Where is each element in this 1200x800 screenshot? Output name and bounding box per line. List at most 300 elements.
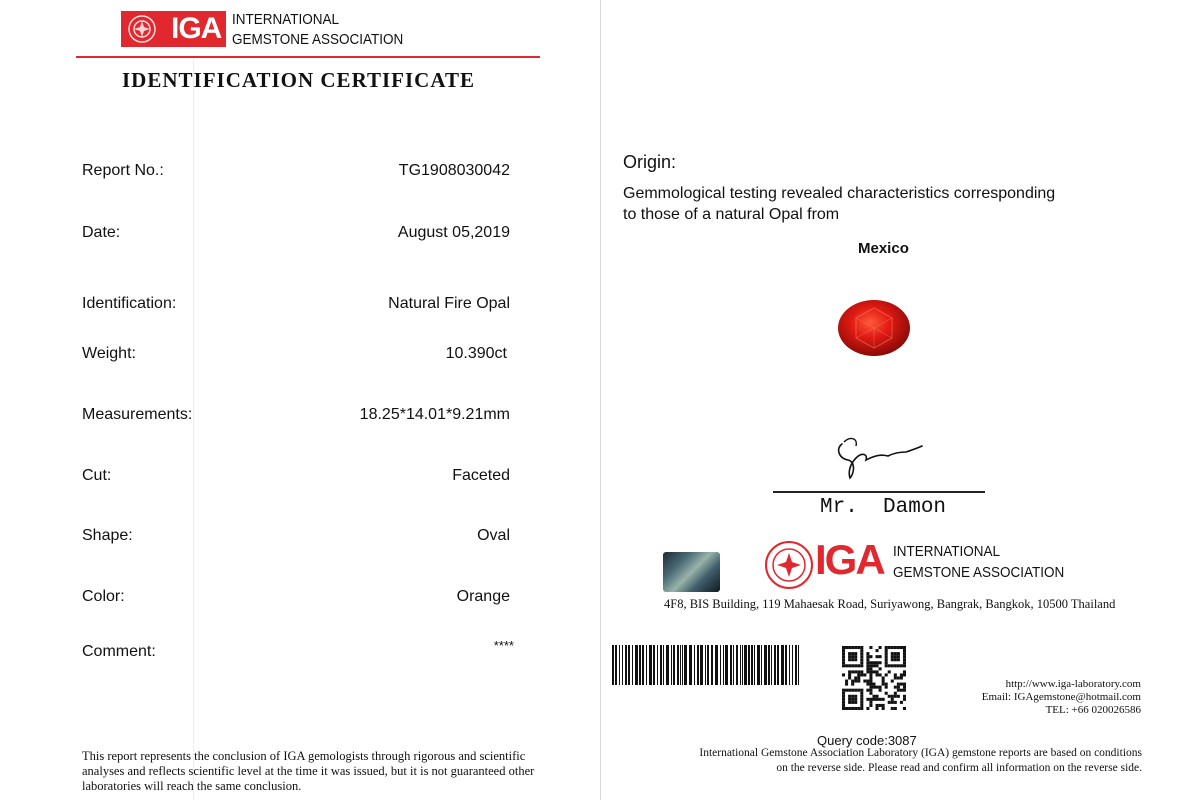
qr-module [860, 664, 863, 667]
qr-module [869, 689, 872, 692]
qr-module [866, 655, 869, 658]
qr-module [860, 646, 863, 649]
qr-module [876, 670, 879, 673]
qr-module [854, 676, 857, 679]
org-name-line2: GEMSTONE ASSOCIATION [232, 31, 404, 48]
identification-label: Identification: [82, 295, 177, 312]
qr-module [848, 664, 851, 667]
barcode-bar [761, 645, 762, 685]
iga-logo [121, 11, 226, 47]
disclaimer-text: This report represents the conclusion of IGA gemologists through rigorous and scientific analyses and reflects scientific level at the time it was issued, but it is not guaranteed other laboratories will reach the same conclusion. [82, 749, 535, 793]
qr-module [842, 655, 845, 658]
qr-module [854, 695, 857, 698]
origin-country: Mexico [858, 240, 909, 257]
cut-value: Faceted [452, 467, 510, 484]
rose-emblem-icon [127, 14, 157, 44]
qr-module [885, 661, 888, 664]
qr-module [876, 664, 879, 667]
qr-module [842, 646, 845, 649]
qr-module [869, 667, 872, 670]
qr-module [894, 686, 897, 689]
date-value: August 05,2019 [397, 224, 510, 241]
qr-module [897, 689, 900, 692]
qr-module [869, 683, 872, 686]
qr-module [891, 652, 894, 655]
page-fold [600, 0, 601, 800]
iga-seal-icon [764, 540, 814, 590]
qr-module [857, 646, 860, 649]
barcode-bar [785, 645, 787, 685]
qr-module [897, 683, 900, 686]
barcode-bar [625, 645, 627, 685]
qr-module [848, 707, 851, 710]
qr-module [848, 652, 851, 655]
qr-module [900, 689, 903, 692]
qr-module [897, 695, 900, 698]
barcode-bar [795, 645, 797, 685]
barcode-bar [700, 645, 703, 685]
barcode-bar [733, 645, 734, 685]
barcode-bar [748, 645, 750, 685]
qr-module [879, 686, 882, 689]
qr-module [879, 673, 882, 676]
report-no-value: TG1908030042 [398, 162, 510, 179]
qr-module [885, 655, 888, 658]
qr-module [876, 649, 879, 652]
qr-module [866, 680, 869, 683]
qr-module [854, 698, 857, 701]
qr-module [879, 698, 882, 701]
barcode-bar [673, 645, 675, 685]
qr-module [866, 698, 869, 701]
comment-value: **** [493, 638, 514, 653]
barcode-bar [711, 645, 713, 685]
qr-module [894, 676, 897, 679]
qr-module [903, 670, 906, 673]
qr-module [854, 655, 857, 658]
qr-module [891, 658, 894, 661]
qr-module [888, 695, 891, 698]
barcode-bar [798, 645, 799, 685]
qr-module [857, 664, 860, 667]
qr-module [876, 704, 879, 707]
barcode-bar [707, 645, 709, 685]
barcode-bar [736, 645, 738, 685]
qr-module [885, 658, 888, 661]
qr-module [888, 670, 891, 673]
qr-module [851, 683, 854, 686]
qr-module [897, 664, 900, 667]
qr-module [879, 704, 882, 707]
qr-module [845, 680, 848, 683]
barcode-bar [725, 645, 728, 685]
qr-module [851, 646, 854, 649]
qr-module [842, 695, 845, 698]
qr-module [860, 652, 863, 655]
qr-module [848, 646, 851, 649]
hologram-sticker [663, 552, 720, 592]
identification-value: Natural Fire Opal [388, 295, 510, 312]
barcode-bar [684, 645, 687, 685]
qr-module [869, 698, 872, 701]
barcode-bar [677, 645, 679, 685]
qr-module [900, 683, 903, 686]
qr-module [863, 673, 866, 676]
qr-module [885, 664, 888, 667]
signer-name: Mr. Damon [820, 496, 947, 519]
qr-module [860, 695, 863, 698]
barcode-bar [657, 645, 658, 685]
qr-module [872, 683, 875, 686]
barcode-bar [632, 645, 633, 685]
qr-module [869, 670, 872, 673]
qr-module [869, 664, 872, 667]
barcode-bar [740, 645, 741, 685]
barcode-bar [774, 645, 776, 685]
measurements-value: 18.25*14.01*9.21mm [359, 406, 510, 423]
qr-module [848, 689, 851, 692]
qr-module [845, 689, 848, 692]
qr-module [851, 695, 854, 698]
qr-module [903, 698, 906, 701]
cut-label: Cut: [82, 467, 112, 484]
barcode-bar [642, 645, 644, 685]
qr-module [891, 655, 894, 658]
qr-module [863, 680, 866, 683]
logo-wordmark: IGA [171, 12, 222, 45]
qr-module [869, 646, 872, 649]
qr-module [894, 707, 897, 710]
barcode-bar [649, 645, 652, 685]
qr-module [866, 683, 869, 686]
qr-module [876, 673, 879, 676]
qr-module [842, 664, 845, 667]
qr-module [897, 652, 900, 655]
qr-module [851, 664, 854, 667]
qr-module [897, 646, 900, 649]
barcode-bar [666, 645, 669, 685]
qr-module [860, 670, 863, 673]
lab-address: 4F8, BIS Building, 119 Mahaesak Road, Suriyawong, Bangrak, Bangkok, 10500 Thailand [664, 597, 1116, 611]
origin-heading: Origin: [623, 152, 677, 172]
qr-module [866, 667, 869, 670]
barcode-bar [680, 645, 681, 685]
qr-module [888, 646, 891, 649]
qr-module [872, 661, 875, 664]
qr-module [903, 707, 906, 710]
qr-module [869, 676, 872, 679]
qr-module [842, 649, 845, 652]
barcode-bar [635, 645, 638, 685]
qr-module [879, 689, 882, 692]
qr-module [894, 692, 897, 695]
barcode-bar [792, 645, 793, 685]
weight-value: 10.390ct [445, 345, 507, 362]
qr-module [842, 658, 845, 661]
qr-module [866, 664, 869, 667]
qr-module [869, 692, 872, 695]
qr-module [845, 664, 848, 667]
qr-module [860, 655, 863, 658]
qr-module [857, 707, 860, 710]
lab-phone: TEL: +66 020026586 [1045, 704, 1141, 716]
qr-module [842, 652, 845, 655]
qr-module [894, 673, 897, 676]
qr-module [869, 701, 872, 704]
barcode-bar [682, 645, 683, 685]
barcode-bar [615, 645, 617, 685]
qr-module [885, 673, 888, 676]
qr-module [869, 661, 872, 664]
qr-module [857, 673, 860, 676]
qr-module [882, 704, 885, 707]
lab-org-line2: GEMSTONE ASSOCIATION [893, 564, 1065, 581]
barcode-bar [715, 645, 718, 685]
qr-module [872, 695, 875, 698]
qr-module [860, 658, 863, 661]
date-label: Date: [82, 224, 121, 241]
qr-module [903, 683, 906, 686]
qr-module [869, 686, 872, 689]
qr-module [903, 658, 906, 661]
qr-module [891, 707, 894, 710]
barcode-bar [789, 645, 790, 685]
qr-module [897, 658, 900, 661]
qr-module [860, 661, 863, 664]
qr-module [851, 707, 854, 710]
lab-logo-wordmark: IGA [815, 536, 884, 583]
qr-module [900, 676, 903, 679]
qr-module [882, 683, 885, 686]
qr-module [860, 707, 863, 710]
qr-module [866, 689, 869, 692]
barcode-bar [777, 645, 779, 685]
qr-module [894, 695, 897, 698]
paper-crease [193, 60, 194, 800]
barcode [612, 645, 802, 685]
qr-module [891, 698, 894, 701]
qr-module [854, 646, 857, 649]
barcode-bar [619, 645, 620, 685]
color-label: Color: [82, 588, 125, 605]
qr-module [851, 701, 854, 704]
qr-module [845, 707, 848, 710]
qr-module [900, 664, 903, 667]
reverse-side-note: International Gemstone Association Laboratory (IGA) gemstone reports are based on conditions on the reverse side. Please read and confirm all information on the reverse side. [699, 747, 1142, 774]
barcode-bar [663, 645, 664, 685]
barcode-bar [764, 645, 767, 685]
qr-module [903, 664, 906, 667]
qr-module [854, 689, 857, 692]
qr-module [857, 680, 860, 683]
qr-module [842, 701, 845, 704]
barcode-bar [612, 645, 614, 685]
qr-module [882, 707, 885, 710]
shape-value: Oval [477, 527, 510, 544]
qr-module [900, 646, 903, 649]
qr-module [891, 695, 894, 698]
color-value: Orange [456, 588, 510, 605]
qr-module [845, 683, 848, 686]
barcode-bar [694, 645, 695, 685]
qr-module [857, 676, 860, 679]
qr-module [891, 680, 894, 683]
barcode-bar [757, 645, 760, 685]
qr-module [882, 676, 885, 679]
qr-module [888, 701, 891, 704]
qr-module [842, 661, 845, 664]
qr-module [869, 655, 872, 658]
qr-module [854, 680, 857, 683]
qr-module [903, 646, 906, 649]
qr-module [860, 692, 863, 695]
qr-module [866, 707, 869, 710]
qr-module [903, 649, 906, 652]
qr-module [869, 680, 872, 683]
qr-module [897, 676, 900, 679]
qr-module [854, 701, 857, 704]
qr-module [866, 652, 869, 655]
barcode-bar [730, 645, 732, 685]
barcode-bar [660, 645, 662, 685]
qr-module [842, 692, 845, 695]
barcode-bar [771, 645, 772, 685]
qr-module [900, 701, 903, 704]
qr-module [885, 652, 888, 655]
header-divider [76, 56, 540, 58]
qr-module [900, 673, 903, 676]
qr-module [885, 646, 888, 649]
qr-module [891, 646, 894, 649]
qr-module [879, 661, 882, 664]
qr-module [848, 673, 851, 676]
qr-module [894, 652, 897, 655]
qr-module [885, 686, 888, 689]
qr-module [888, 664, 891, 667]
barcode-bar [781, 645, 784, 685]
qr-module [860, 704, 863, 707]
qr-module [848, 698, 851, 701]
qr-module [848, 701, 851, 704]
qr-module [851, 670, 854, 673]
qr-module [866, 658, 869, 661]
qr-module [848, 670, 851, 673]
report-no-label: Report No.: [82, 162, 164, 179]
comment-label: Comment: [82, 643, 156, 660]
qr-module [857, 689, 860, 692]
barcode-bar [720, 645, 721, 685]
qr-module [845, 646, 848, 649]
certificate-title: IDENTIFICATION CERTIFICATE [122, 68, 475, 92]
qr-module [903, 686, 906, 689]
qr-module [879, 646, 882, 649]
qr-module [851, 652, 854, 655]
qr-module [894, 658, 897, 661]
qr-module [854, 664, 857, 667]
barcode-bar [622, 645, 623, 685]
qr-module [903, 673, 906, 676]
qr-module [876, 655, 879, 658]
barcode-bar [742, 645, 743, 685]
qr-module [876, 695, 879, 698]
barcode-bar [705, 645, 706, 685]
qr-module [842, 673, 845, 676]
barcode-bar [768, 645, 770, 685]
origin-statement: Gemmological testing revealed characteristics corresponding to those of a natural Opal from [623, 185, 1056, 223]
barcode-bar [653, 645, 655, 685]
measurements-label: Measurements: [82, 406, 193, 423]
gemstone-image [836, 298, 912, 358]
qr-module [854, 652, 857, 655]
qr-module [854, 670, 857, 673]
qr-module [848, 655, 851, 658]
qr-module [903, 655, 906, 658]
qr-module [903, 661, 906, 664]
qr-module [882, 698, 885, 701]
qr-module [851, 689, 854, 692]
qr-module [842, 689, 845, 692]
qr-module [851, 680, 854, 683]
qr-module [885, 683, 888, 686]
qr-module [869, 704, 872, 707]
barcode-bar [639, 645, 641, 685]
qr-module [851, 698, 854, 701]
barcode-bar [723, 645, 724, 685]
qr-module [876, 686, 879, 689]
qr-module [903, 689, 906, 692]
signature-line [773, 491, 985, 493]
qr-module [897, 655, 900, 658]
qr-module [876, 707, 879, 710]
qr-module [860, 649, 863, 652]
qr-module [860, 673, 863, 676]
qr-module [882, 680, 885, 683]
qr-module [854, 707, 857, 710]
qr-module [872, 686, 875, 689]
qr-module [851, 655, 854, 658]
qr-module [860, 698, 863, 701]
signature [832, 432, 928, 482]
qr-module [885, 649, 888, 652]
barcode-bar [744, 645, 747, 685]
qr-module [869, 673, 872, 676]
query-code: Query code:3087 [817, 733, 917, 748]
weight-label: Weight: [82, 345, 136, 362]
qr-module [842, 698, 845, 701]
qr-module [876, 661, 879, 664]
qr-module [894, 655, 897, 658]
barcode-bar [689, 645, 692, 685]
barcode-bar [646, 645, 647, 685]
qr-module [885, 692, 888, 695]
qr-module [894, 701, 897, 704]
org-name-line1: INTERNATIONAL [232, 11, 340, 28]
barcode-bar [697, 645, 699, 685]
qr-module [903, 652, 906, 655]
qr-module [891, 701, 894, 704]
qr-module [894, 664, 897, 667]
qr-module [848, 695, 851, 698]
barcode-bar [751, 645, 753, 685]
qr-module [879, 667, 882, 670]
qr-module [894, 646, 897, 649]
qr-module [860, 701, 863, 704]
barcode-bar [628, 645, 630, 685]
shape-label: Shape: [82, 527, 133, 544]
qr-code [842, 646, 906, 710]
qr-module [866, 661, 869, 664]
qr-module [872, 698, 875, 701]
